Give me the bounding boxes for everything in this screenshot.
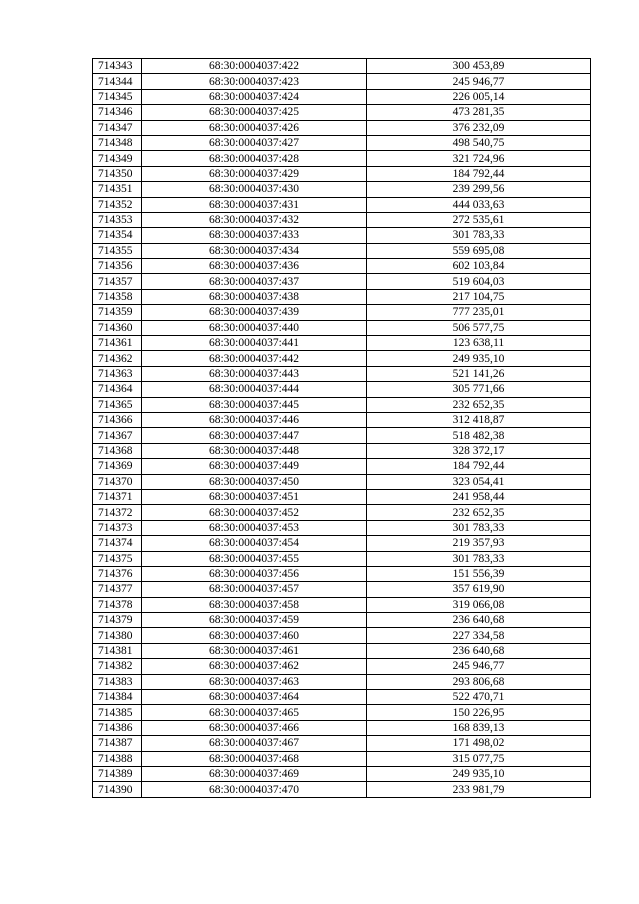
cadastral-value-cell: 227 334,58 [367,628,591,643]
cadastral-number-cell: 68:30:0004037:467 [142,736,367,751]
cadastral-value-cell: 219 357,93 [367,536,591,551]
cadastral-value-cell: 312 418,87 [367,412,591,427]
table-row [93,751,591,766]
row-number-cell: 714376 [93,566,142,581]
row-number-cell: 714390 [93,782,142,797]
cadastral-value-cell: 239 299,56 [367,182,591,197]
table-row [93,151,591,166]
cadastral-number-cell: 68:30:0004037:466 [142,720,367,735]
cadastral-number-cell: 68:30:0004037:441 [142,336,367,351]
table-row [93,74,591,89]
row-number-cell: 714370 [93,474,142,489]
cadastral-number-cell: 68:30:0004037:428 [142,151,367,166]
table-row [93,551,591,566]
table-row [93,782,591,797]
table-row [93,613,591,628]
cadastral-number-cell: 68:30:0004037:426 [142,120,367,135]
row-number-cell: 714358 [93,289,142,304]
row-number-cell: 714366 [93,412,142,427]
row-number-cell: 714379 [93,613,142,628]
row-number-cell: 714353 [93,212,142,227]
cadastral-value-cell: 444 033,63 [367,197,591,212]
cadastral-number-cell: 68:30:0004037:452 [142,505,367,520]
row-number-cell: 714354 [93,228,142,243]
cadastral-value-cell: 293 806,68 [367,674,591,689]
row-number-cell: 714374 [93,536,142,551]
table-row [93,412,591,427]
cadastral-value-cell: 777 235,01 [367,305,591,320]
cadastral-value-cell: 301 783,33 [367,228,591,243]
table-row [93,443,591,458]
cadastral-value-cell: 150 226,95 [367,705,591,720]
cadastral-number-cell: 68:30:0004037:430 [142,182,367,197]
table-row [93,582,591,597]
cadastral-value-cell: 184 792,44 [367,459,591,474]
cadastral-number-cell: 68:30:0004037:463 [142,674,367,689]
cadastral-value-cell: 376 232,09 [367,120,591,135]
cadastral-value-cell: 559 695,08 [367,243,591,258]
cadastral-value-cell: 300 453,89 [367,59,591,74]
row-number-cell: 714351 [93,182,142,197]
table-row [93,135,591,150]
cadastral-number-cell: 68:30:0004037:462 [142,659,367,674]
cadastral-number-cell: 68:30:0004037:439 [142,305,367,320]
cadastral-number-cell: 68:30:0004037:438 [142,289,367,304]
table-row [93,459,591,474]
table-row [93,289,591,304]
row-number-cell: 714389 [93,766,142,781]
row-number-cell: 714363 [93,366,142,381]
row-number-cell: 714386 [93,720,142,735]
cadastral-value-cell: 249 935,10 [367,351,591,366]
cadastral-number-cell: 68:30:0004037:449 [142,459,367,474]
row-number-cell: 714368 [93,443,142,458]
cadastral-value-cell: 357 619,90 [367,582,591,597]
row-number-cell: 714381 [93,643,142,658]
row-number-cell: 714369 [93,459,142,474]
row-number-cell: 714367 [93,428,142,443]
row-number-cell: 714375 [93,551,142,566]
table-row [93,59,591,74]
cadastral-number-cell: 68:30:0004037:422 [142,59,367,74]
row-number-cell: 714345 [93,89,142,104]
cadastral-value-cell: 168 839,13 [367,720,591,735]
row-number-cell: 714359 [93,305,142,320]
row-number-cell: 714348 [93,135,142,150]
row-number-cell: 714356 [93,259,142,274]
row-number-cell: 714344 [93,74,142,89]
row-number-cell: 714378 [93,597,142,612]
cadastral-number-cell: 68:30:0004037:468 [142,751,367,766]
cadastral-value-cell: 123 638,11 [367,336,591,351]
row-number-cell: 714382 [93,659,142,674]
cadastral-number-cell: 68:30:0004037:442 [142,351,367,366]
row-number-cell: 714377 [93,582,142,597]
cadastral-number-cell: 68:30:0004037:440 [142,320,367,335]
row-number-cell: 714383 [93,674,142,689]
table-row [93,520,591,535]
cadastral-number-cell: 68:30:0004037:451 [142,489,367,504]
table-row [93,228,591,243]
cadastral-value-cell: 241 958,44 [367,489,591,504]
cadastral-number-cell: 68:30:0004037:447 [142,428,367,443]
table-row [93,628,591,643]
cadastral-value-cell: 518 482,38 [367,428,591,443]
cadastral-number-cell: 68:30:0004037:448 [142,443,367,458]
table-row [93,428,591,443]
cadastral-number-cell: 68:30:0004037:425 [142,105,367,120]
cadastral-number-cell: 68:30:0004037:460 [142,628,367,643]
table-body [93,59,591,798]
row-number-cell: 714346 [93,105,142,120]
cadastral-number-cell: 68:30:0004037:429 [142,166,367,181]
cadastral-value-cell: 521 141,26 [367,366,591,381]
table-row [93,243,591,258]
cadastral-value-cell: 272 535,61 [367,212,591,227]
table-row [93,197,591,212]
table-row [93,566,591,581]
cadastral-number-cell: 68:30:0004037:443 [142,366,367,381]
table-row [93,259,591,274]
row-number-cell: 714388 [93,751,142,766]
table-row [93,351,591,366]
cadastral-number-cell: 68:30:0004037:459 [142,613,367,628]
cadastral-number-cell: 68:30:0004037:424 [142,89,367,104]
cadastral-value-cell: 233 981,79 [367,782,591,797]
cadastral-value-cell: 315 077,75 [367,751,591,766]
table-row [93,705,591,720]
cadastral-number-cell: 68:30:0004037:470 [142,782,367,797]
cadastral-number-cell: 68:30:0004037:464 [142,690,367,705]
cadastral-value-cell: 217 104,75 [367,289,591,304]
cadastral-value-cell: 506 577,75 [367,320,591,335]
cadastral-value-cell: 236 640,68 [367,643,591,658]
cadastral-value-cell: 184 792,44 [367,166,591,181]
row-number-cell: 714373 [93,520,142,535]
table-row [93,720,591,735]
cadastral-value-cell: 602 103,84 [367,259,591,274]
cadastral-number-cell: 68:30:0004037:461 [142,643,367,658]
cadastral-number-cell: 68:30:0004037:469 [142,766,367,781]
cadastral-number-cell: 68:30:0004037:453 [142,520,367,535]
cadastral-value-cell: 301 783,33 [367,520,591,535]
cadastral-value-cell: 232 652,35 [367,397,591,412]
row-number-cell: 714361 [93,336,142,351]
cadastral-value-cell: 305 771,66 [367,382,591,397]
table-row [93,382,591,397]
table-row [93,320,591,335]
cadastral-number-cell: 68:30:0004037:455 [142,551,367,566]
row-number-cell: 714372 [93,505,142,520]
row-number-cell: 714365 [93,397,142,412]
row-number-cell: 714355 [93,243,142,258]
row-number-cell: 714384 [93,690,142,705]
row-number-cell: 714385 [93,705,142,720]
table-row [93,105,591,120]
cadastral-number-cell: 68:30:0004037:444 [142,382,367,397]
table-row [93,274,591,289]
cadastral-number-cell: 68:30:0004037:445 [142,397,367,412]
row-number-cell: 714360 [93,320,142,335]
cadastral-value-cell: 328 372,17 [367,443,591,458]
cadastral-value-cell: 321 724,96 [367,151,591,166]
cadastral-number-cell: 68:30:0004037:433 [142,228,367,243]
table-row [93,597,591,612]
cadastral-value-cell: 236 640,68 [367,613,591,628]
cadastral-value-cell: 319 066,08 [367,597,591,612]
table-row [93,674,591,689]
cadastral-value-cell: 226 005,14 [367,89,591,104]
row-number-cell: 714349 [93,151,142,166]
cadastral-value-cell: 522 470,71 [367,690,591,705]
cadastral-value-cell: 245 946,77 [367,74,591,89]
cadastral-value-table [92,58,591,798]
cadastral-value-cell: 519 604,03 [367,274,591,289]
cadastral-number-cell: 68:30:0004037:457 [142,582,367,597]
table-row [93,120,591,135]
table-row [93,397,591,412]
cadastral-number-cell: 68:30:0004037:423 [142,74,367,89]
table-row [93,212,591,227]
table-row [93,766,591,781]
row-number-cell: 714380 [93,628,142,643]
table-row [93,536,591,551]
cadastral-value-cell: 301 783,33 [367,551,591,566]
row-number-cell: 714364 [93,382,142,397]
cadastral-number-cell: 68:30:0004037:427 [142,135,367,150]
table-row [93,659,591,674]
row-number-cell: 714371 [93,489,142,504]
table-row [93,474,591,489]
cadastral-value-cell: 245 946,77 [367,659,591,674]
cadastral-value-cell: 323 054,41 [367,474,591,489]
row-number-cell: 714347 [93,120,142,135]
row-number-cell: 714352 [93,197,142,212]
table-row [93,489,591,504]
cadastral-number-cell: 68:30:0004037:431 [142,197,367,212]
table-row [93,182,591,197]
cadastral-value-cell: 232 652,35 [367,505,591,520]
table-row [93,690,591,705]
cadastral-value-cell: 473 281,35 [367,105,591,120]
cadastral-number-cell: 68:30:0004037:434 [142,243,367,258]
cadastral-number-cell: 68:30:0004037:436 [142,259,367,274]
table-row [93,505,591,520]
cadastral-value-cell: 249 935,10 [367,766,591,781]
cadastral-number-cell: 68:30:0004037:465 [142,705,367,720]
row-number-cell: 714387 [93,736,142,751]
cadastral-value-cell: 498 540,75 [367,135,591,150]
table-row [93,89,591,104]
cadastral-number-cell: 68:30:0004037:456 [142,566,367,581]
cadastral-number-cell: 68:30:0004037:450 [142,474,367,489]
cadastral-number-cell: 68:30:0004037:454 [142,536,367,551]
row-number-cell: 714343 [93,59,142,74]
cadastral-number-cell: 68:30:0004037:458 [142,597,367,612]
row-number-cell: 714362 [93,351,142,366]
table-row [93,305,591,320]
table-row [93,336,591,351]
table-row [93,736,591,751]
cadastral-number-cell: 68:30:0004037:432 [142,212,367,227]
cadastral-number-cell: 68:30:0004037:446 [142,412,367,427]
row-number-cell: 714357 [93,274,142,289]
cadastral-value-cell: 151 556,39 [367,566,591,581]
table-row [93,166,591,181]
cadastral-value-cell: 171 498,02 [367,736,591,751]
table-row [93,366,591,381]
row-number-cell: 714350 [93,166,142,181]
table-row [93,643,591,658]
cadastral-number-cell: 68:30:0004037:437 [142,274,367,289]
